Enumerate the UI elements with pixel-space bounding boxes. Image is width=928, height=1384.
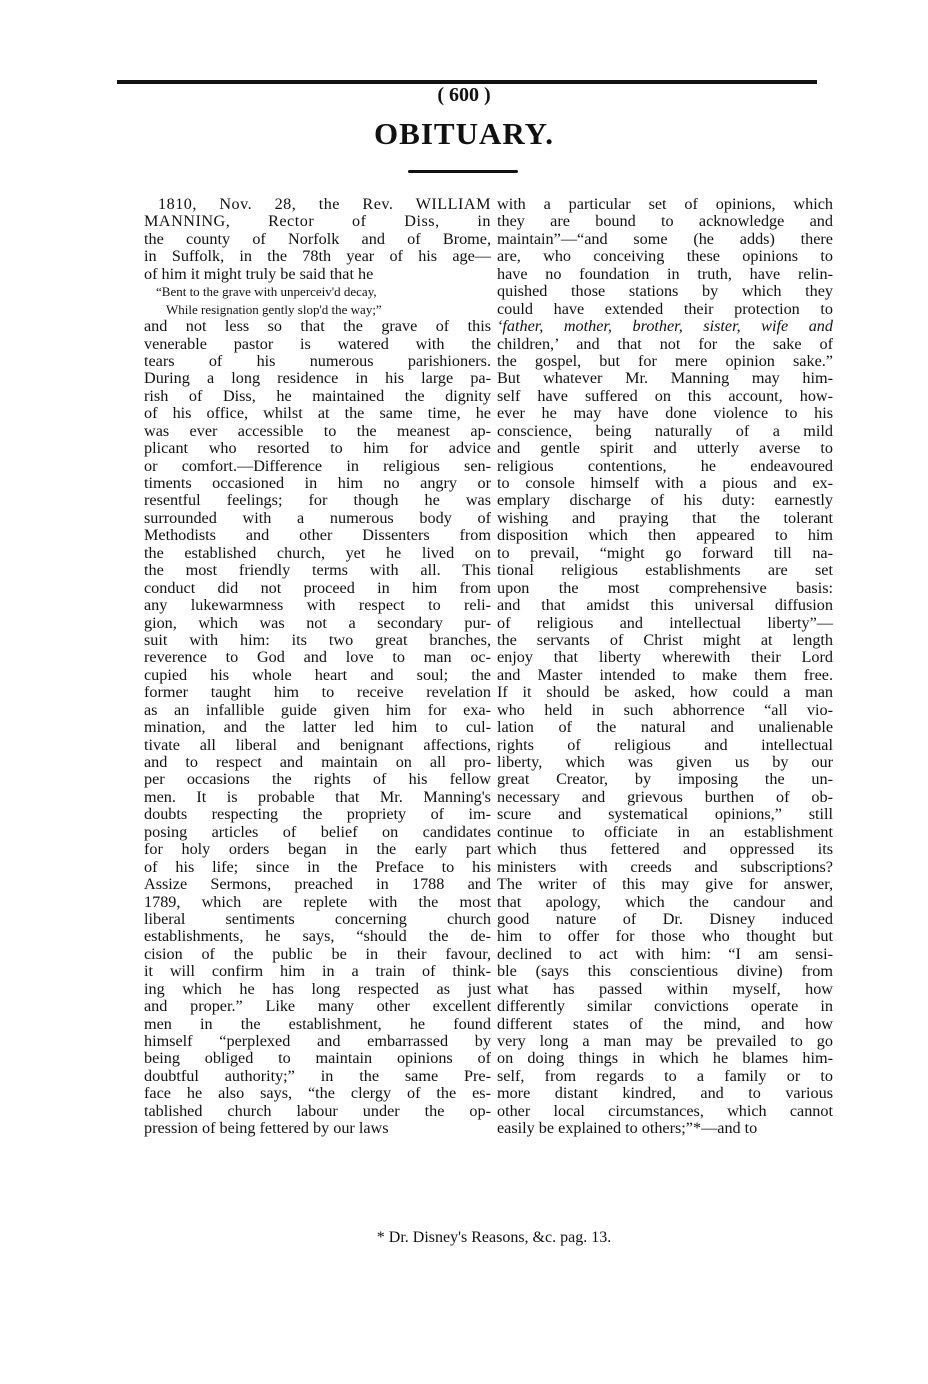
text-line: establishments, he says, “should the de- (144, 927, 491, 946)
text-line: great Creator, by imposing the un- (497, 770, 833, 789)
text-line: of his life; since in the Preface to his (144, 857, 491, 876)
text-line: quished those stations by which they (497, 282, 833, 301)
text-line: face he also says, “the clergy of the es- (144, 1084, 491, 1103)
text-line: maintain”—“and some (he adds) there (497, 229, 833, 248)
text-line: was ever accessible to the meanest ap- (144, 421, 491, 440)
text-line: suit with him: its two great branches, (144, 630, 491, 649)
text-line: children,’ and that not for the sake of (497, 334, 833, 353)
text-line: ble (says this conscientious divine) from (497, 962, 833, 981)
text-line: differently similar convictions operate in (497, 997, 833, 1016)
text-line: of him it might truly be said that he (144, 264, 374, 283)
text-line: liberal sentiments concerning church (144, 909, 491, 928)
text-line: 1810, Nov. 28, the Rev. WILLIAM (158, 195, 491, 213)
text-line: wishing and praying that the tolerant (497, 508, 833, 527)
text-line: While resignation gently slop'd the way;” (166, 301, 382, 317)
text-line: and to respect and maintain on all pro- (144, 753, 491, 771)
text-line: “Bent to the grave with unperceiv'd decay, (156, 284, 377, 300)
text-line: disposition which then appeared to him (497, 526, 833, 545)
text-line: ‘father, mother, brother, sister, wife and (497, 317, 833, 336)
text-line: conscience, being naturally of a mild (497, 421, 833, 440)
text-line: doubtful authority;” in the same Pre- (144, 1066, 491, 1085)
footnote: * Dr. Disney's Reasons, &c. pag. 13. (376, 1229, 612, 1246)
text-line: religious contentions, he endeavoured (497, 456, 833, 475)
text-line: continue to officiate in an establishment (497, 822, 833, 841)
text-line: self, from regards to a family or to (497, 1066, 833, 1085)
text-line: and that amidst this universal diffusion (497, 596, 833, 615)
text-line: doubts respecting the propriety of im- (144, 805, 491, 824)
text-line: the servants of Christ might at length (497, 630, 833, 649)
text-line: it will confirm him in a train of think- (144, 962, 491, 981)
text-line: scure and systematical opinions,” still (497, 805, 833, 824)
text-line: men. It is probable that Mr. Manning's (144, 787, 491, 806)
text-line: of religious and intellectual liberty”— (497, 613, 833, 632)
text-line: mination, and the latter led him to cul- (144, 718, 491, 737)
text-line: rights of religious and intellectual (497, 735, 833, 754)
text-line: good nature of Dr. Disney induced (497, 909, 833, 928)
text-line: of his office, whilst at the same time, he (144, 404, 491, 423)
section-title: OBITUARY. (374, 116, 554, 151)
text-line: the established church, yet he lived on (144, 543, 491, 562)
left-column (144, 196, 491, 1138)
text-line: ministers with creeds and subscriptions? (497, 857, 833, 876)
text-line: self have suffered on this account, how- (497, 386, 833, 405)
text-line: the county of Norfolk and of Brome, (144, 229, 491, 248)
text-line: and Master intended to make them free. (497, 665, 833, 684)
text-line: himself “perplexed and embarrassed by (144, 1032, 491, 1050)
text-line: for holy orders began in the early part (144, 840, 491, 859)
text-line: to prevail, “might go forward till na- (497, 543, 833, 562)
text-line: and proper.” Like many other excellent (144, 997, 491, 1016)
text-line: If it should be asked, how could a man (497, 683, 833, 702)
text-line: venerable pastor is watered with the (144, 334, 491, 353)
text-line: necessary and grievous burthen of ob- (497, 787, 833, 806)
text-line: per occasions the rights of his fellow (144, 770, 491, 789)
text-line: and gentle spirit and utterly averse to (497, 439, 833, 458)
text-line: which thus fettered and oppressed its (497, 840, 833, 859)
text-line: gion, which was not a secondary pur- (144, 613, 491, 632)
text-line: lation of the natural and unalienable (497, 718, 833, 737)
text-line: who held in such abhorrence “all vio- (497, 700, 833, 719)
text-line: posing articles of belief on candidates (144, 822, 491, 841)
text-line: as an infallible guide given him for exa- (144, 700, 491, 719)
text-line: or comfort.—Difference in religious sen- (144, 456, 491, 475)
text-line: rish of Diss, he maintained the dignity (144, 386, 491, 405)
text-line: tablished church labour under the op- (144, 1101, 491, 1120)
text-line: resentful feelings; for though he was (144, 491, 491, 510)
text-line: are, who conceiving these opinions to (497, 247, 833, 266)
text-line: tional religious establishments are set (497, 561, 833, 580)
text-line: cision of the public be in their favour, (144, 944, 491, 963)
text-line: 1789, which are replete with the most (144, 892, 491, 911)
right-column (497, 196, 833, 1138)
text-line: During a long residence in his large pa- (144, 369, 491, 388)
page-number: ( 600 ) (437, 84, 491, 106)
text-line: ing which he has long respected as just (144, 979, 491, 998)
text-line: on doing things in which he blames him- (497, 1049, 833, 1068)
text-line: surrounded with a numerous body of (144, 508, 491, 527)
text-line: upon the most comprehensive basis: (497, 578, 833, 597)
text-line: could have extended their protection to (497, 299, 833, 318)
text-line: Methodists and other Dissenters from (144, 526, 491, 545)
text-line: in Suffolk, in the 78th year of his age— (144, 247, 491, 266)
text-line: have no foundation in truth, have relin- (497, 264, 833, 283)
text-line: plicant who resorted to him for advice (144, 439, 491, 458)
text-line: that apology, which the candour and (497, 892, 833, 911)
text-line: liberty, which was given us by our (497, 753, 833, 771)
text-line: timents occasioned in him no angry or (144, 474, 491, 492)
text-line: they are bound to acknowledge and (497, 212, 833, 231)
text-line: and not less so that the grave of this (144, 317, 491, 336)
text-line: tivate all liberal and benignant affections, (144, 735, 491, 754)
text-line: tears of his numerous parishioners. (144, 351, 491, 370)
text-line: what has passed within myself, how (497, 979, 833, 998)
text-line: the gospel, but for mere opinion sake.” (497, 351, 833, 370)
text-line: easily be explained to others;”*—and to (497, 1119, 758, 1138)
text-line: more distant kindred, and to various (497, 1084, 833, 1103)
text-line: ever he may have done violence to his (497, 404, 833, 423)
text-line: MANNING, Rector of Diss, in (144, 212, 491, 231)
title-divider (408, 170, 518, 173)
text-line: The writer of this may give for answer, (497, 875, 833, 894)
text-line: being obliged to maintain opinions of (144, 1049, 491, 1068)
text-line: with a particular set of opinions, which (497, 195, 833, 213)
text-line: reverence to God and love to man oc- (144, 648, 491, 667)
text-line: very long a man may be prevailed to go (497, 1032, 833, 1050)
text-line: men in the establishment, he found (144, 1014, 491, 1033)
text-line: pression of being fettered by our laws (144, 1119, 389, 1138)
text-line: But whatever Mr. Manning may him- (497, 369, 833, 388)
text-line: enjoy that liberty wherewith their Lord (497, 648, 833, 667)
text-line: any lukewarmness with respect to reli- (144, 596, 491, 615)
text-line: emplary discharge of his duty: earnestly (497, 491, 833, 510)
text-line: cupied his whole heart and soul; the (144, 665, 491, 684)
text-line: other local circumstances, which cannot (497, 1101, 833, 1120)
text-line: declined to act with him: “I am sensi- (497, 944, 833, 963)
text-line: former taught him to receive revelation (144, 683, 491, 702)
text-line: to console himself with a pious and ex- (497, 474, 833, 492)
text-line: conduct did not proceed in him from (144, 578, 491, 597)
text-line: him to offer for those who thought but (497, 927, 833, 946)
text-line: the most friendly terms with all. This (144, 561, 491, 580)
text-line: Assize Sermons, preached in 1788 and (144, 875, 491, 894)
text-line: different states of the mind, and how (497, 1014, 833, 1033)
